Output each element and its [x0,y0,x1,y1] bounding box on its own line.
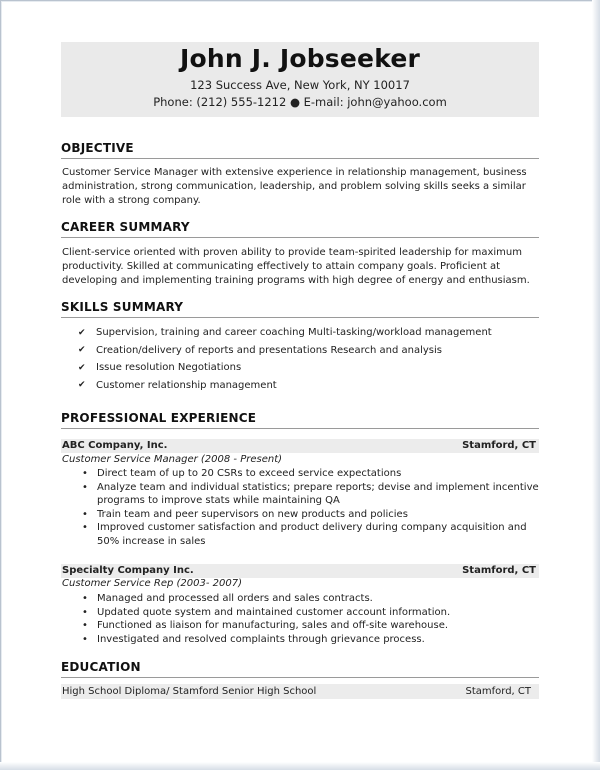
list-item: • Functioned as liaison for manufacturing, sales and off-site warehouse. [82,620,449,632]
objective-text: Customer Service Manager with extensive experience in relationship management, business administration, strong communication, leadership, and problem solving skills seeks a similar role with a strong company. [62,167,527,206]
checkmark-icon: ✔ [78,345,86,356]
job-location: Stamford, CT [462,440,536,451]
education-row [61,684,539,699]
phone-email: Phone: (212) 555-1212 ● E-mail: john@yahoo.com [153,95,447,109]
frame-shadow-right [592,0,600,770]
skills-summary-heading: SKILLS SUMMARY [61,300,539,318]
job-bullets [82,467,542,549]
company-name: Specialty Company Inc. [62,565,194,576]
job-header [61,564,539,578]
degree: High School Diploma/ Stamford Senior High School [62,686,317,697]
skill-item: ✔ Supervision, training and career coaching Multi-tasking/workload management [78,327,492,339]
resume-header [61,42,539,117]
experience-heading: PROFESSIONAL EXPERIENCE [61,411,539,429]
job-location: Stamford, CT [462,565,536,576]
job-title: Customer Service Manager (2008 - Present) [62,454,283,465]
list-item: • Improved customer satisfaction and product delivery during company acquisition and 50% increase in sales [82,522,527,547]
career-summary-text: Client-service oriented with proven ability to provide team-spirited leadership for maximum productivity. Skilled at communicating effectively to attain company goals. Proficient at developing and implementing training programs with high degree of energy and enthusiasm. [62,247,530,286]
education-location: Stamford, CT [465,686,531,697]
list-item: • Train team and peer supervisors on new products and policies [82,508,408,520]
address: 123 Success Ave, New York, NY 10017 [190,78,410,92]
skill-item: ✔ Creation/delivery of reports and presentations Research and analysis [78,344,442,356]
job-bullets [82,592,542,646]
job-header [61,439,539,453]
skill-item: ✔ Customer relationship management [78,379,277,391]
skills-list [78,324,538,394]
list-item: • Managed and processed all orders and sales contracts. [82,593,373,604]
list-item: • Analyze team and individual statistics; prepare reports; devise and implement incentive programs to improve stats while maintaining QA [82,481,539,507]
skill-item: ✔ Issue resolution Negotiations [78,362,242,374]
objective-heading: OBJECTIVE [61,141,539,159]
list-item: • Investigated and resolved complaints through grievance process. [82,633,425,645]
list-item: • Updated quote system and maintained customer account information. [82,606,451,618]
contact-info [61,77,539,111]
list-item: • Direct team of up to 20 CSRs to exceed service expectations [82,468,402,479]
job-title: Customer Service Rep (2003- 2007) [62,578,243,589]
company-name: ABC Company, Inc. [62,440,168,451]
frame-shadow-bottom [0,762,600,770]
checkmark-icon: ✔ [78,327,86,338]
checkmark-icon: ✔ [78,362,86,373]
checkmark-icon: ✔ [78,380,86,391]
career-summary-heading: CAREER SUMMARY [61,220,539,238]
education-heading: EDUCATION [61,660,539,678]
candidate-name: John J. Jobseeker [179,44,421,73]
